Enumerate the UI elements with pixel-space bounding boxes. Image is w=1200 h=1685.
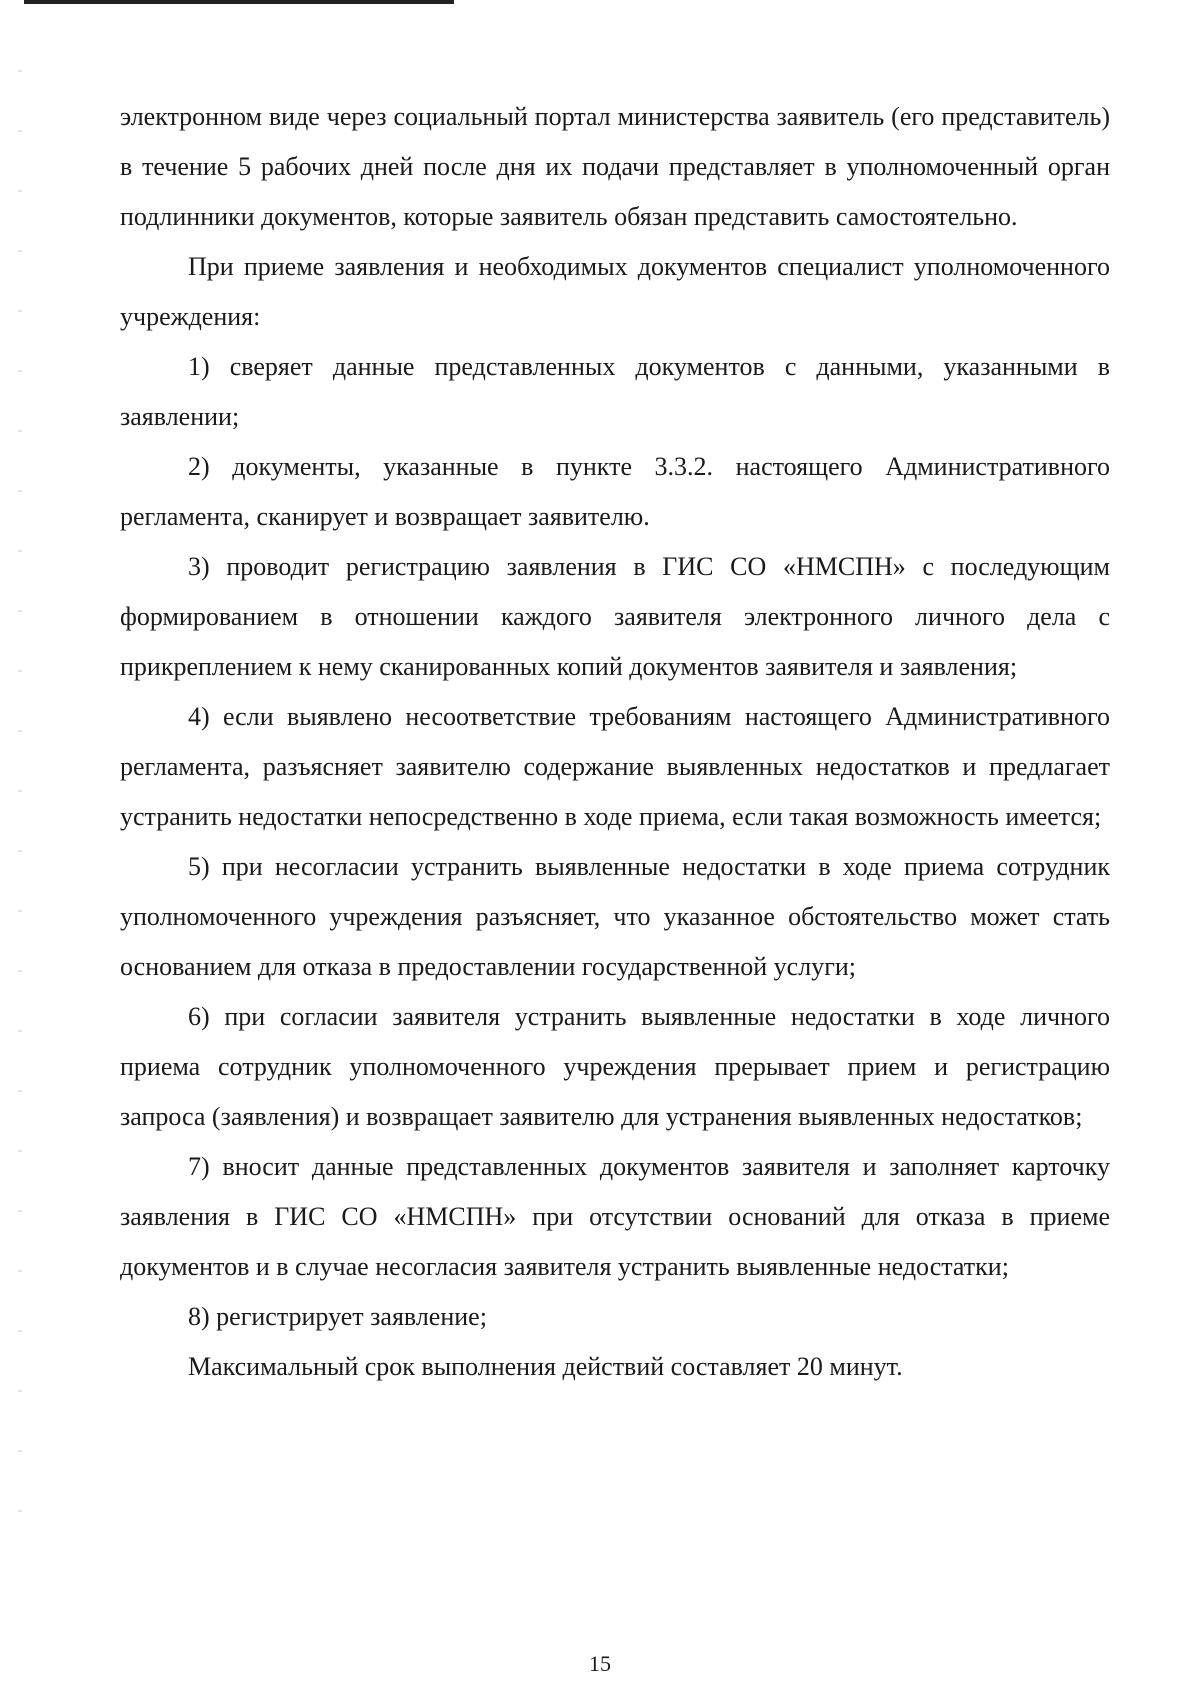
list-item-3: 3) проводит регистрацию заявления в ГИС СО «НМСПН» с последующим формированием в отношении каждого заявителя электронного личного дела с прикреплением к нему сканированных копий документов заявителя и заявления; — [120, 552, 1110, 681]
scan-margin-marks — [18, 70, 22, 1570]
paragraph-max-time: Максимальный срок выполнения действий составляет 20 минут. — [188, 1352, 903, 1381]
list-item-4: 4) если выявлено несоответствие требованиям настоящего Административного регламента, разъясняет заявителю содержание выявленных недостатков и предлагает устранить недостатки непосредственно в ходе приема, если такая возможность имеется; — [120, 702, 1110, 831]
document-body — [120, 92, 1110, 1392]
list-item-6: 6) при согласии заявителя устранить выявленные недостатки в ходе личного приема сотрудник уполномоченного учреждения прерывает прием и регистрацию запроса (заявления) и возвращает заявителю для устранения выявленных недостатков; — [120, 1002, 1110, 1131]
list-item-2: 2) документы, указанные в пункте 3.3.2. настоящего Административного регламента, сканирует и возвращает заявителю. — [120, 452, 1110, 531]
list-item-7: 7) вносит данные представленных документов заявителя и заполняет карточку заявления в ГИС СО «НМСПН» при отсутствии оснований для отказа в приеме документов и в случае несогласия заявителя устранить выявленные недостатки; — [120, 1152, 1110, 1281]
page-number: 15 — [589, 1651, 611, 1676]
list-item-1: 1) сверяет данные представленных документов с данными, указанными в заявлении; — [120, 352, 1110, 431]
paragraph-intro: При приеме заявления и необходимых документов специалист уполномоченного учреждения: — [120, 252, 1110, 331]
top-rule — [24, 0, 454, 4]
list-item-5: 5) при несогласии устранить выявленные недостатки в ходе приема сотрудник уполномоченного учреждения разъясняет, что указанное обстоятельство может стать основанием для отказа в предоставлении государственной услуги; — [120, 852, 1110, 981]
list-item-8: 8) регистрирует заявление; — [188, 1302, 487, 1331]
paragraph-continuation: электронном виде через социальный портал министерства заявитель (его представитель) в течение 5 рабочих дней после дня их подачи представляет в уполномоченный орган подлинники документов, которые заявитель обязан представить самостоятельно. — [120, 102, 1110, 231]
